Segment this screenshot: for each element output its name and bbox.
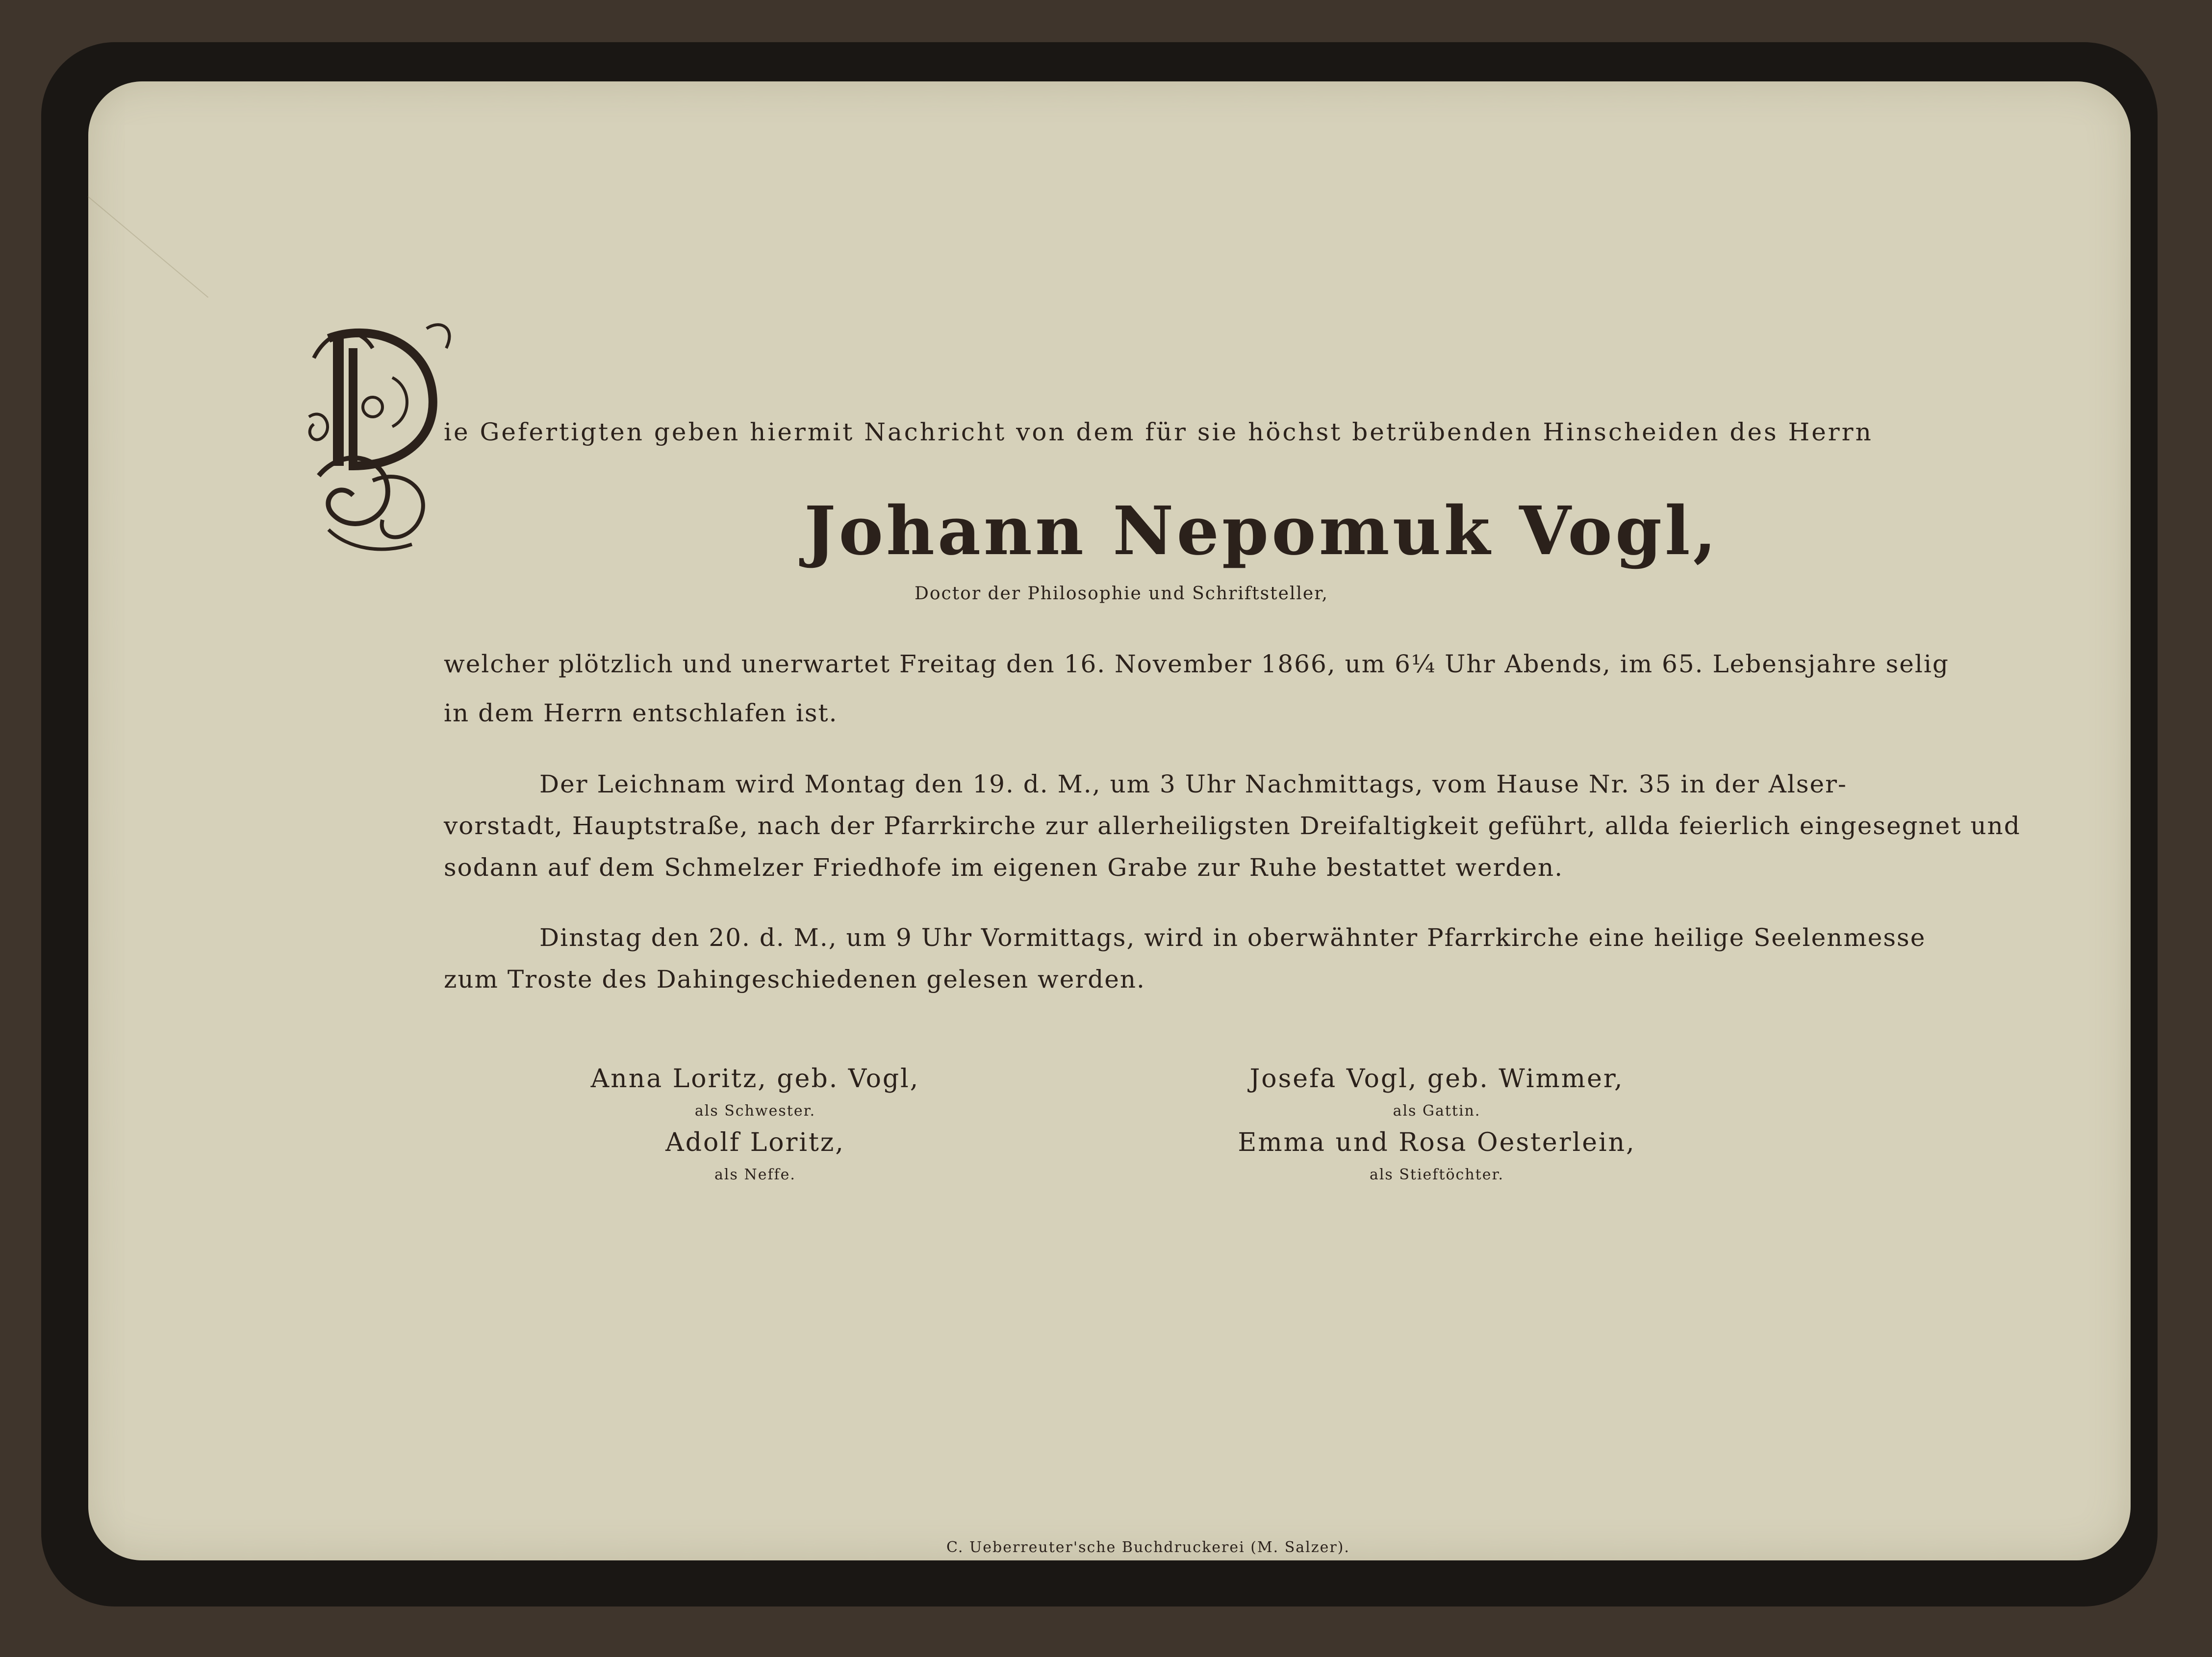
signatory-anna-loritz: Anna Loritz, geb. Vogl, [590,1064,920,1094]
paragraph-3-line-1: Dinstag den 20. d. M., um 9 Uhr Vormittags, wird in oberwähnter Pfarrkirche eine heilige Seelenmesse [539,923,1926,952]
printer-imprint: C. Ueberreuter'sche Buchdruckerei (M. Salzer). [946,1539,1350,1556]
signatory-adolf-loritz: Adolf Loritz, [665,1128,845,1157]
paragraph-1-line-2: in dem Herrn entschlafen ist. [444,699,838,727]
paragraph-2-line-1: Der Leichnam wird Montag den 19. d. M., um 3 Uhr Nachmittags, vom Hause Nr. 35 in der Alser- [539,770,1847,798]
deceased-name: Johann Nepomuk Vogl, [804,492,1720,570]
paragraph-2-line-3: sodann auf dem Schmelzer Friedhofe im eigenen Grabe zur Ruhe bestattet werden. [444,853,1564,882]
paragraph-3-line-2: zum Troste des Dahingeschiedenen gelesen werden. [444,965,1145,994]
signatory-josefa-vogl: Josefa Vogl, geb. Wimmer, [1249,1064,1624,1094]
signatory-josefa-vogl-role: als Gattin. [1393,1102,1481,1120]
ornamental-initial-d [299,319,461,564]
signatory-emma-rosa-oesterlein-role: als Stieftöchter. [1369,1166,1504,1183]
signatory-anna-loritz-role: als Schwester. [694,1102,816,1120]
paragraph-2-line-2: vorstadt, Hauptstraße, nach der Pfarrkirche zur allerheiligsten Dreifaltigkeit geführt, allda feierlich eingesegnet und [444,812,2021,840]
notice-intro-line: ie Gefertigten geben hiermit Nachricht von dem für sie höchst betrübenden Hinscheiden des Herrn [444,418,1873,446]
deceased-title: Doctor der Philosophie und Schriftsteller, [915,584,1328,604]
paragraph-1-line-1: welcher plötzlich und unerwartet Freitag den 16. November 1866, um 6¼ Uhr Abends, im 65. Lebensjahre selig [444,650,1949,678]
signatory-adolf-loritz-role: als Neffe. [714,1166,796,1183]
signatory-emma-rosa-oesterlein: Emma und Rosa Oesterlein, [1238,1128,1636,1157]
